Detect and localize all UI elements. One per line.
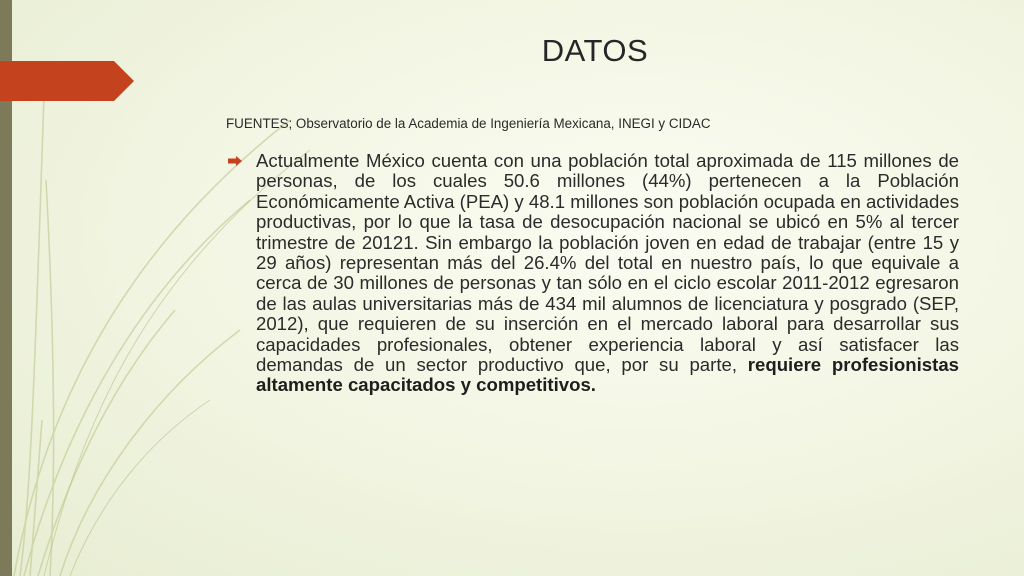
right-arrow-bullet-icon [228,156,242,166]
bullet-item [226,151,959,396]
bullet-bold-text: requiere profesionistas altamente capacitados y competitivos. [256,354,959,396]
sources-line: FUENTES; Observatorio de la Academia de Ingeniería Mexicana, INEGI y CIDAC [226,116,711,131]
slide-title: DATOS [541,33,649,68]
accent-arrow-tab [0,61,134,101]
bullet-text [256,151,959,396]
bullet-body-text: Actualmente México cuenta con una población total aproximada de 115 millones de personas, de los cuales 50.6 millones (44%) pertenecen a la Población Económicamente Activa (PEA) y 48.1 millones son población ocupada en actividades productivas, por lo que la tasa de desocupación nacional se ubicó en 5% al tercer trimestre de 20121. Sin embargo la población joven en edad de trabajar (entre 15 y 29 años) representan más del 26.4% del total en nuestro país, lo que equivale a cerca de 30 millones de personas y tan sólo en el ciclo escolar 2011-2012 egresaron de las aulas universitarias más de 434 mil alumnos de licenciatura y posgrado (SEP, 2012), que requieren de su inserción en el mercado laboral para desarrollar sus capacidades profesionales, obtener experiencia laboral y así satisfacer las demandas de un sector productivo que, por su parte, [256,150,959,376]
